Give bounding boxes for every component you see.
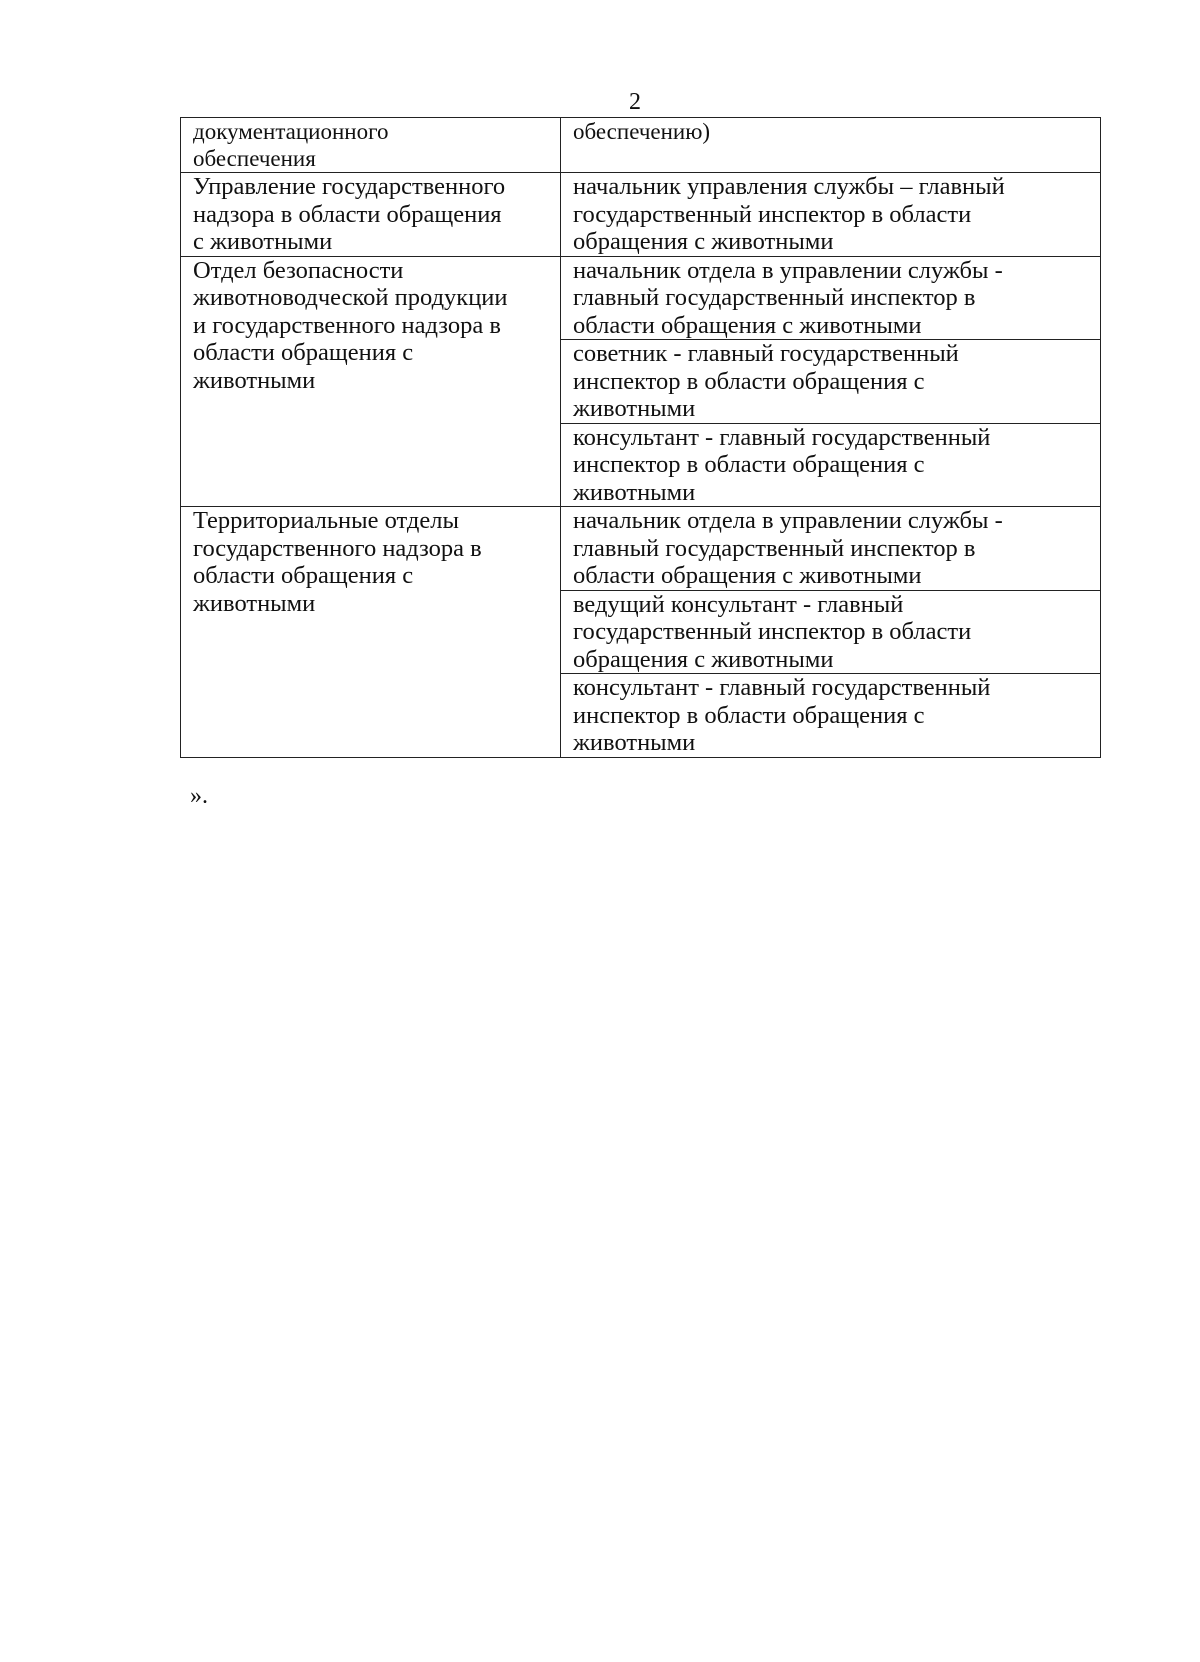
department-name: Управление государственного надзора в области обращения с животными (193, 173, 506, 255)
position-title: советник - главный государственный инспектор в области обращения с животными (573, 340, 959, 422)
table-row (181, 173, 1101, 257)
position-title: консультант - главный государственный инспектор в области обращения с животными (573, 423, 991, 506)
closing-quote-mark: ». (190, 783, 208, 809)
department-name: Отдел безопасности животноводческой продукции и государственного надзора в области обращения с животными (193, 256, 508, 394)
table-cell-position (561, 256, 1101, 340)
table-cell-position (561, 340, 1101, 424)
table-cell-department (181, 173, 561, 257)
position-title: обеспечению) (573, 119, 711, 144)
department-name: документационного обеспечения (193, 119, 389, 171)
table-cell-department (181, 507, 561, 758)
position-title: начальник отдела в управлении службы - главный государственный инспектор в области обращения с животными (573, 256, 1003, 339)
table-cell-department (181, 256, 561, 507)
table-cell-department (181, 118, 561, 173)
department-name: Территориальные отделы государственного надзора в области обращения с животными (193, 507, 482, 617)
table-row (181, 256, 1101, 340)
table-cell-position (561, 674, 1101, 758)
position-title: консультант - главный государственный инспектор в области обращения с животными (573, 674, 991, 756)
table-cell-position (561, 423, 1101, 507)
table-row (181, 118, 1101, 173)
table-cell-position (561, 590, 1101, 674)
page-number: 2 (629, 89, 641, 115)
positions-table (180, 117, 1101, 758)
table-cell-position (561, 118, 1101, 173)
table-row (181, 507, 1101, 591)
position-title: начальник управления службы – главный государственный инспектор в области обращения с животными (573, 173, 1005, 255)
table-cell-position (561, 507, 1101, 591)
table-cell-position (561, 173, 1101, 257)
position-title: ведущий консультант - главный государственный инспектор в области обращения с животными (573, 590, 972, 673)
position-title: начальник отдела в управлении службы - главный государственный инспектор в области обращения с животными (573, 507, 1003, 589)
